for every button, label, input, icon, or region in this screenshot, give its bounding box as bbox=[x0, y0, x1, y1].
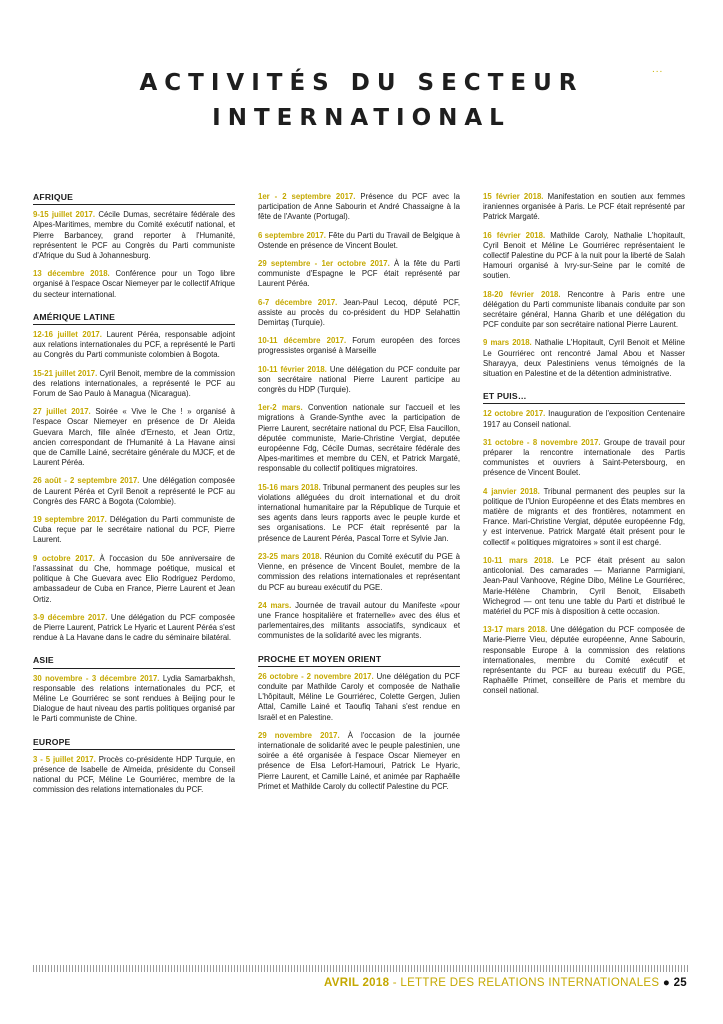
entry bbox=[33, 476, 235, 507]
entry bbox=[258, 298, 460, 329]
section-title-afrique: AFRIQUE bbox=[33, 192, 235, 205]
entry bbox=[483, 409, 685, 429]
entry-date: 15 février 2018. bbox=[483, 192, 544, 201]
entry-date: 27 juillet 2017. bbox=[33, 407, 91, 417]
entry-text: Tribunal permanent des peuples sur la politique de l'Union Européenne et des États membres en matière de migrants et des frontières, notamment en France. Mari-Christine Vergiat, députée européenne Fdg, y est intervenue. Patrick Margaté était présent pour le collectif « politiques migratoires » sont il est chargé. bbox=[483, 486, 685, 547]
column-2 bbox=[258, 192, 460, 800]
entry-text: Forum européen des forces progressistes organisé à Marseille bbox=[258, 336, 460, 356]
entry-text: Journée de travail autour du Manifeste «pour une France hospitalière et fraternelle» avec des élus et parlementaires,des militants associatifs, syndicaux et communistes de la solidarité avec les migrants. bbox=[258, 600, 460, 641]
entry-date: 9 octobre 2017. bbox=[33, 553, 95, 563]
entry bbox=[483, 438, 685, 479]
corner-dots: ... bbox=[652, 64, 664, 75]
entry-date: 4 janvier 2018. bbox=[483, 486, 540, 496]
entry bbox=[33, 407, 235, 468]
entry-date: 18-20 février 2018. bbox=[483, 289, 561, 299]
entry bbox=[258, 336, 460, 356]
column-1 bbox=[33, 192, 235, 804]
entry-date: 13-17 mars 2018. bbox=[483, 625, 548, 635]
entry-text: À la fête du Parti communiste d'Espagne le PCF était représenté par Laurent Péréa. bbox=[258, 259, 460, 289]
entry-date: 26 août - 2 septembre 2017. bbox=[33, 476, 140, 486]
entry-date: 29 septembre - 1er octobre 2017. bbox=[258, 259, 390, 269]
entry-text: Une délégation du PCF composée de Pierre Laurent, Patrick Le Hyaric et Laurent Péréa s'est rendue à La Havane dans le cadre du séminaire bilatéral. bbox=[33, 612, 235, 643]
entry-text: Une délégation composée de Laurent Péréa et Cyril Benoit a représenté le PCF au Congrès des FARC à Bogota (Colombie). bbox=[33, 476, 236, 506]
entry-text: Groupe de travail pour préparer la rencontre internationale des Partis communistes et ouvriers à Saint-Petersbourg, en présence de Vincent Boulet. bbox=[483, 437, 685, 478]
entry bbox=[483, 192, 685, 223]
page-number: 25 bbox=[673, 977, 687, 989]
entry bbox=[258, 731, 460, 792]
entry-text: Une délégation du PCF conduite par Mathilde Caroly et composée de Nathalie L'hôpitault, Méline Le Gourriérec, Colette Gergen, Julien Attal, Camille Lainé et Taoufiq Tahani s'est rendue en Israël et en Palestine. bbox=[258, 671, 460, 722]
entry-date: 29 novembre 2017. bbox=[258, 730, 340, 740]
entry-text: Jean-Paul Lecoq, député PCF, assiste au procès du co-président du HDP Selahattin Demirtaş (Turquie). bbox=[258, 297, 461, 328]
entry-text: Soirée « Vive le Che ! » organisé à l'espace Oscar Niemeyer en présence de Dr Aleida Guevara March, fille aînée d'Ernesto, et Jean Ortiz, ancien correspondant de l'Humanité à La Havane ainsi que de Camille Lainé, secrétaire générale du MJCF, et de Laurent Péréa. bbox=[33, 407, 235, 468]
footer-tick-bar bbox=[33, 965, 689, 972]
section-title-europe: EUROPE bbox=[33, 737, 235, 750]
entry-text: Rencontre à Paris entre une délégation du Parti communiste libanais conduite par son secrétaire général, Hanna Gharib et une délégation du PCF conduite par son secrétaire national Pierre Laurent. bbox=[483, 289, 685, 330]
footer-month: AVRIL 2018 bbox=[324, 977, 390, 989]
entry bbox=[483, 290, 685, 331]
entry bbox=[483, 625, 685, 696]
entry bbox=[33, 369, 235, 400]
entry-date: 26 octobre - 2 novembre 2017. bbox=[258, 671, 374, 681]
title-line-1: ACTIVITÉS DU SECTEUR bbox=[139, 70, 584, 96]
entry bbox=[258, 601, 460, 642]
entry-text: Le PCF était présent au salon anticolonial. Des camarades — Marianne Parmigiani, Jean-Paul Vanhoove, Régine Dibo, Méline Le Gourriérec, Marie-Hélène Chambrin, Cyril Benoit, Elisabeth Wichegrod — ont tenu une table du Parti et distribué le matériel du PCF mis à disposition à cette occasion. bbox=[483, 555, 686, 616]
entry bbox=[258, 403, 460, 474]
entry-text: Procès co-présidente HDP Turquie, en présence de Isabelle de Almeida, présidente du Conseil national du PCF, Méline Le Gourriérec, membre de la commission des relations internationales du PCF. bbox=[33, 754, 236, 795]
entry-text: À l'occasion du 50e anniversaire de l'assassinat du Che, hommage poétique, musical et politique à Che Guevara avec Elio Rodriguez Perdomo, ambassadeur de Cuba en France, Pierre Laurent et Jean Ortiz. bbox=[33, 553, 235, 604]
page-footer bbox=[324, 977, 687, 989]
entry-text: Une délégation du PCF conduite par son secrétaire national Pierre Laurent participe au congrès du HDP (Turquie). bbox=[258, 364, 460, 395]
entry-date: 3-9 décembre 2017. bbox=[33, 612, 108, 622]
entry-date: 19 septembre 2017. bbox=[33, 515, 107, 525]
footer-separator: - bbox=[389, 977, 401, 989]
entry-text: Fête du Parti du Travail de Belgique à Ostende en présence de Vincent Boulet. bbox=[258, 230, 460, 250]
entry bbox=[33, 210, 235, 261]
footer-publication: LETTRE DES RELATIONS INTERNATIONALES bbox=[400, 977, 660, 989]
entry bbox=[33, 674, 235, 725]
entry-text: Lydia Samarbakhsh, responsable des relations internationales du PCF, et Méline Le Gourriérec se sont rendues à Beijing pour le Dialogue de haut niveau des partis politiques organisé par le Parti communiste de Chine. bbox=[33, 673, 235, 724]
entry-date: 10-11 décembre 2017. bbox=[258, 336, 347, 346]
entry-date: 30 novembre - 3 décembre 2017. bbox=[33, 673, 160, 683]
footer-bullet: ● bbox=[659, 977, 674, 989]
entry-date: 10-11 mars 2018. bbox=[483, 555, 554, 565]
entry-date: 31 octobre - 8 novembre 2017. bbox=[483, 437, 601, 447]
entry-text: Une délégation du PCF composée de Marie-Pierre Vieu, députée européenne, Anne Sabourin, responsable Europe à la commission des relations internationales, membre du Comité exécutif et représentante du PCF au bureau exécutif du PGE, Raphaëlle Primet, conseillère de Paris et membre du conseil national. bbox=[483, 625, 685, 696]
entry bbox=[33, 515, 235, 546]
entry bbox=[483, 231, 685, 282]
entry bbox=[483, 556, 685, 617]
entry-text: Nathalie L'Hopitault, Cyril Benoit et Méline Le Gourriérec ont rencontré Jamal Abou et Nasser Sharayya, deux Palestiniens venus témoignés de la situation en Palestine et de la détention administrative. bbox=[483, 338, 685, 379]
entry-text: Inauguration de l'exposition Centenaire 1917 au Conseil national. bbox=[483, 409, 686, 429]
entry bbox=[258, 365, 460, 396]
entry-text: Tribunal permanent des peuples sur les violations alléguées du droit international et du droit international humanitaire par la République de Turquie et ses agents dans leurs rapports avec le peuple kurde et ses organisations. Le PCF était représenté par la présence de Laurent Péréa, Pascal Torre et Sylvie Jan. bbox=[258, 482, 460, 543]
entry-text: Cyril Benoit, membre de la commission des relations internationales, a représenté le PCF au Forum de Sao Paulo à Managua (Nicaragua). bbox=[33, 368, 235, 399]
entry-text: Manifestation en soutien aux femmes iraniennes organisée à Paris. Le PCF était représenté par Patrick Margaté. bbox=[483, 192, 686, 222]
entry bbox=[33, 554, 235, 605]
entry-text: Convention nationale sur l'accueil et les migrations à Grande-Synthe avec la participation de Pierre Laurent, secrétaire national du PCF, Elsa Faucillon, députée communiste, Marie-Christine Vergiat, deputée européenne Fdg, Cécile Dumas, secrétaire fédérale des Alpes-maritimes et membre du CEN, et Patrick Margaté, responsable du collectif politiques migratoires. bbox=[258, 403, 460, 474]
entry-text: Laurent Péréa, responsable adjoint aux relations internationales du PCF, a représenté le Parti au Congrès du Parti communiste colombien à Bogota. bbox=[33, 330, 236, 360]
entry-text: Présence du PCF avec la participation de Anne Sabourin et André Chassaigne à la fête de l'Avante (Portugal). bbox=[258, 192, 460, 222]
entry-date: 13 décembre 2018. bbox=[33, 269, 110, 279]
entry-date: 9-15 juillet 2017. bbox=[33, 210, 96, 220]
entry bbox=[258, 231, 460, 251]
entry-date: 3 - 5 juillet 2017. bbox=[33, 754, 96, 764]
entry-date: 1er - 2 septembre 2017. bbox=[258, 192, 356, 201]
entry-date: 6-7 décembre 2017. bbox=[258, 297, 338, 307]
section-title-proche-moyen-orient: PROCHE ET MOYEN ORIENT bbox=[258, 654, 460, 667]
entry bbox=[33, 755, 235, 796]
entry bbox=[33, 269, 235, 300]
section-title-et-puis: ET PUIS… bbox=[483, 391, 685, 404]
entry-date: 12 octobre 2017. bbox=[483, 409, 546, 419]
entry bbox=[258, 672, 460, 723]
entry-date: 9 mars 2018. bbox=[483, 338, 532, 348]
entry-text: Mathilde Caroly, Nathalie L'hopitault, Cyril Benoit et Méline Le Gourriérec représentaient le collectif Palestine du PCF à la nuit pour la liberté de Salah Hamouri organisé à Ivry-sur-Seine par le comité de soutien. bbox=[483, 230, 685, 281]
column-3 bbox=[483, 192, 685, 705]
section-title-amerique-latine: AMÉRIQUE LATINE bbox=[33, 312, 235, 325]
entry-text: À l'occasion de la journée internationale de solidarité avec le peuple palestinien, une soirée a été organisée à l'espace Oscar Niemeyer en présence de Elsa Lefort-Hamouri, Patrick Le Hyaric, Pierre Laurent, et Camille Lainé, et animée par Raphaëlle Primet et Mathilde Caroly du collectif Palestine du PCF. bbox=[258, 730, 460, 791]
section-title-asie: ASIE bbox=[33, 655, 235, 668]
entry bbox=[33, 613, 235, 644]
entry bbox=[258, 552, 460, 593]
entry-date: 15-16 mars 2018. bbox=[258, 482, 321, 492]
entry bbox=[483, 487, 685, 548]
entry-date: 6 septembre 2017. bbox=[258, 230, 326, 240]
page-title bbox=[0, 66, 723, 136]
entry bbox=[258, 483, 460, 544]
entry-date: 1er-2 mars. bbox=[258, 403, 303, 413]
entry bbox=[33, 330, 235, 361]
entry-text: Cécile Dumas, secrétaire fédérale des Alpes-Maritimes, membre du Comité exécutif national, et Pierre Barbancey, grand reporter à l'Humanité, représentent le PCF au Congrès du Parti communiste d'Afrique du Sud à Johannesburg. bbox=[33, 210, 235, 261]
entry bbox=[483, 338, 685, 379]
entry-date: 12-16 juillet 2017. bbox=[33, 330, 102, 340]
title-line-2: INTERNATIONAL bbox=[212, 105, 511, 131]
entry-date: 23-25 mars 2018. bbox=[258, 551, 322, 561]
entry-date: 15-21 juillet 2017. bbox=[33, 368, 98, 378]
entry-text: Réunion du Comité exécutif du PGE à Vienne, en présence de Vincent Boulet, membre de la commission des relations internationales et représentant du PCF au bureau exécutif du PGE. bbox=[258, 551, 460, 592]
entry bbox=[258, 259, 460, 290]
entry-date: 16 février 2018. bbox=[483, 230, 546, 240]
entry-date: 10-11 février 2018. bbox=[258, 364, 327, 374]
entry-text: Délégation du Parti communiste de Cuba reçue par le secrétaire national du PCF, Pierre Laurent. bbox=[33, 515, 235, 545]
entry-date: 24 mars. bbox=[258, 600, 292, 610]
entry-text: Conférence pour un Togo libre organisé à l'espace Oscar Niemeyer par le collectif Afrique du secteur international. bbox=[33, 269, 235, 299]
entry bbox=[258, 192, 460, 223]
